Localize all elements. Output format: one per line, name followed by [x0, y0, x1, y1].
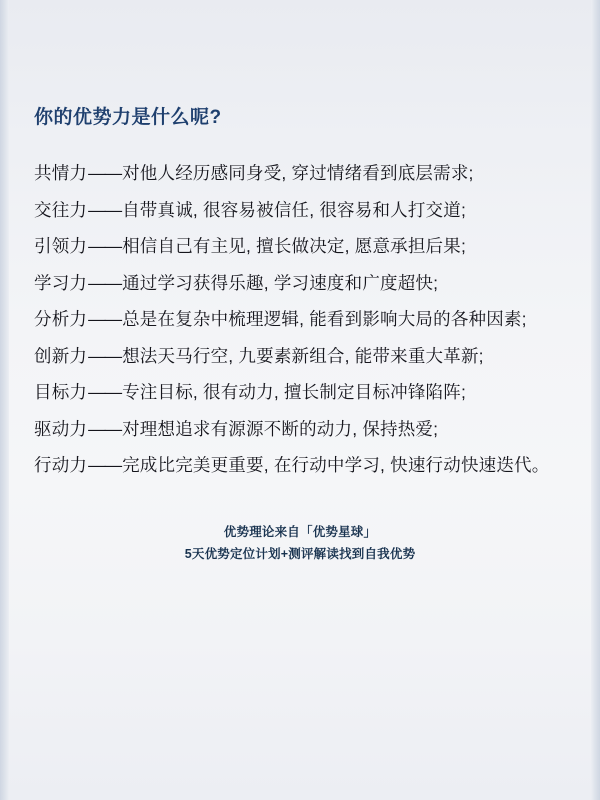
strength-desc: 相信自己有主见, 擅长做决定, 愿意承担后果;: [122, 236, 467, 257]
dash-separator: ——: [88, 272, 122, 293]
strength-name: 交往力: [34, 199, 88, 220]
strength-desc: 自带真诚, 很容易被信任, 很容易和人打交道;: [122, 199, 467, 220]
dash-separator: ——: [88, 382, 122, 403]
list-item: [34, 375, 566, 412]
footer-line-1: 优势理论来自「优势星球」: [223, 525, 377, 540]
list-item: [34, 156, 566, 193]
strength-desc: 总是在复杂中梳理逻辑, 能看到影响大局的各种因素;: [122, 309, 527, 330]
dash-separator: ——: [88, 236, 122, 257]
footer-line-2: 5天优势定位计划+测评解读找到自我优势: [184, 547, 416, 562]
list-item: [34, 448, 566, 485]
dash-separator: ——: [88, 309, 122, 330]
dash-separator: ——: [88, 455, 122, 476]
strength-name: 驱动力: [34, 418, 88, 439]
strength-desc: 通过学习获得乐趣, 学习速度和广度超快;: [122, 272, 439, 293]
strength-name: 引领力: [34, 236, 88, 257]
list-item: [34, 229, 566, 266]
strength-name: 创新力: [34, 345, 88, 366]
strength-desc: 专注目标, 很有动力, 擅长制定目标冲锋陷阵;: [122, 382, 467, 403]
dash-separator: ——: [88, 345, 122, 366]
strength-name: 分析力: [34, 309, 88, 330]
dash-separator: ——: [88, 163, 122, 184]
strength-name: 共情力: [34, 163, 88, 184]
dash-separator: ——: [88, 199, 122, 220]
strength-desc: 对他人经历感同身受, 穿过情绪看到底层需求;: [122, 163, 474, 184]
strength-desc: 想法天马行空, 九要素新组合, 能带来重大革新;: [122, 345, 484, 366]
strength-desc: 完成比完美更重要, 在行动中学习, 快速行动快速迭代。: [122, 455, 550, 476]
list-item: [34, 411, 566, 448]
strength-name: 学习力: [34, 272, 88, 293]
list-item: [34, 265, 566, 302]
list-item: [34, 338, 566, 375]
dash-separator: ——: [88, 418, 122, 439]
strength-desc: 对理想追求有源源不断的动力, 保持热爱;: [122, 418, 439, 439]
list-item: [34, 302, 566, 339]
page-title: 你的优势力是什么呢?: [34, 107, 222, 128]
footer-credit: [34, 522, 566, 566]
list-item: [34, 192, 566, 229]
strength-name: 行动力: [34, 455, 88, 476]
strengths-list: [34, 156, 566, 485]
strength-name: 目标力: [34, 382, 88, 403]
